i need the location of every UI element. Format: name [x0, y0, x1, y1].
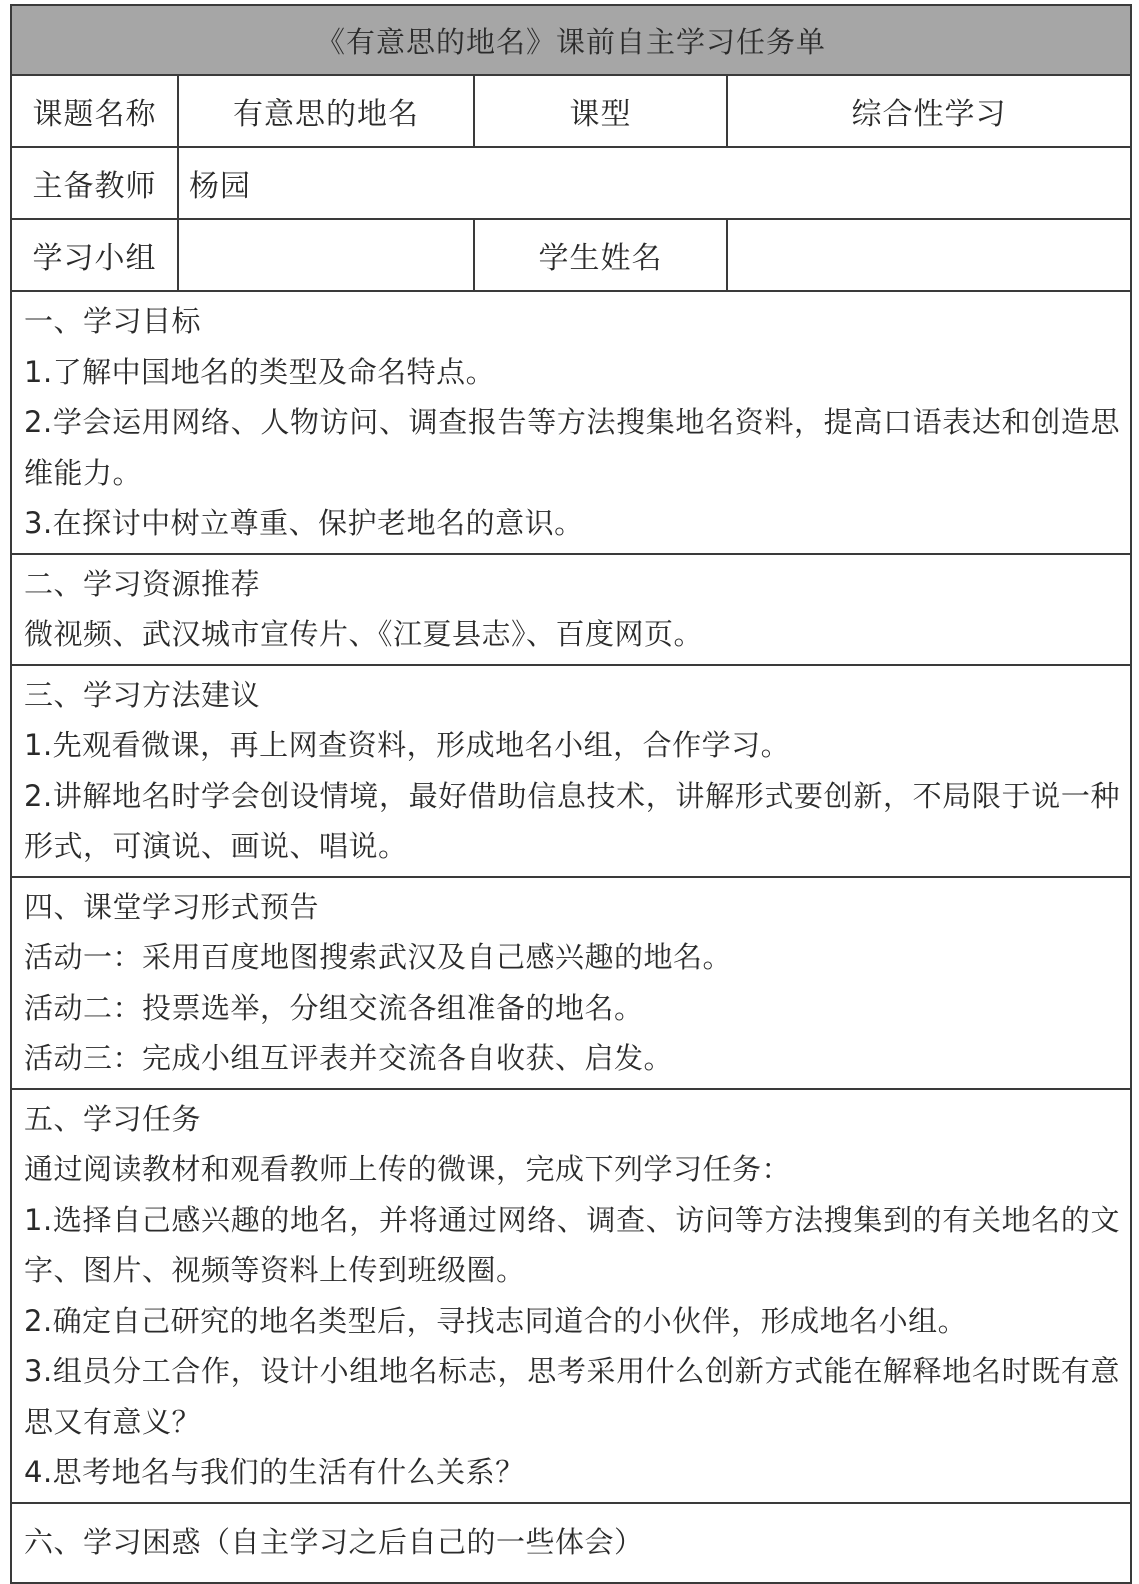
group-label: 学习小组 [11, 219, 178, 291]
sheet-title: 《有意思的地名》课前自主学习任务单 [11, 5, 1131, 75]
type-label: 课型 [474, 75, 727, 147]
tasks-row [11, 1089, 1131, 1503]
teacher-label: 主备教师 [11, 147, 178, 219]
student-input-cell[interactable] [727, 219, 1131, 291]
objectives-section [11, 291, 1131, 554]
objective-item: 1.了解中国地名的类型及命名特点。 [24, 354, 496, 389]
tasks-section [11, 1089, 1131, 1503]
task-item: 1.选择自己感兴趣的地名，并将通过网络、调查、访问等方法搜集到的有关地名的文字、图片、视频等资料上传到班级圈。 [24, 1202, 1121, 1287]
method-item: 1.先观看微课，再上网查资料，形成地名小组，合作学习。 [24, 728, 791, 762]
resource-item: 微视频、武汉城市宣传片、《江夏县志》、百度网页。 [24, 617, 704, 651]
objectives-row [11, 291, 1131, 554]
task-item: 3.组员分工合作，设计小组地名标志，思考采用什么创新方式能在解释地名时既有意思又有意义？ [24, 1354, 1121, 1439]
group-input-cell[interactable] [178, 219, 474, 291]
group-row [11, 219, 1131, 291]
type-value: 综合性学习 [727, 75, 1131, 147]
resources-row [11, 554, 1131, 665]
classroom-section [11, 877, 1131, 1089]
title-row [11, 5, 1131, 75]
methods-heading: 三、学习方法建议 [24, 677, 261, 712]
activity-item: 活动三：完成小组互评表并交流各自收获、启发。 [24, 1041, 674, 1075]
teacher-value: 杨园 [178, 147, 1131, 219]
topic-label: 课题名称 [11, 75, 178, 147]
methods-row [11, 665, 1131, 877]
methods-section [11, 665, 1131, 877]
topic-value: 有意思的地名 [178, 75, 474, 147]
classroom-row [11, 877, 1131, 1089]
resources-section [11, 554, 1131, 665]
method-item: 2.讲解地名时学会创设情境，最好借助信息技术，讲解形式要创新，不局限于说一种形式，可演说、画说、唱说。 [24, 778, 1121, 863]
tasks-heading: 五、学习任务 [24, 1101, 202, 1136]
confusion-section[interactable] [11, 1503, 1131, 1583]
resources-heading: 二、学习资源推荐 [24, 566, 261, 601]
objective-item: 3.在探讨中树立尊重、保护老地名的意识。 [24, 506, 584, 540]
objective-item: 2.学会运用网络、人物访问、调查报告等方法搜集地名资料，提高口语表达和创造思维能力。 [24, 405, 1121, 490]
task-item: 4.思考地名与我们的生活有什么关系？ [24, 1455, 525, 1489]
topic-row [11, 75, 1131, 147]
activity-item: 活动二：投票选举，分组交流各组准备的地名。 [24, 990, 644, 1025]
confusion-heading: 六、学习困惑（自主学习之后自己的一些体会） [24, 1525, 644, 1560]
student-label: 学生姓名 [474, 219, 727, 291]
tasks-intro: 通过阅读教材和观看教师上传的微课，完成下列学习任务： [24, 1152, 792, 1186]
classroom-heading: 四、课堂学习形式预告 [24, 889, 320, 924]
activity-item: 活动一：采用百度地图搜索武汉及自己感兴趣的地名。 [24, 940, 733, 974]
task-item: 2.确定自己研究的地名类型后，寻找志同道合的小伙伴，形成地名小组。 [24, 1303, 968, 1338]
teacher-row [11, 147, 1131, 219]
objectives-heading: 一、学习目标 [24, 304, 202, 338]
confusion-row [11, 1503, 1131, 1583]
task-sheet-table [10, 4, 1132, 1584]
